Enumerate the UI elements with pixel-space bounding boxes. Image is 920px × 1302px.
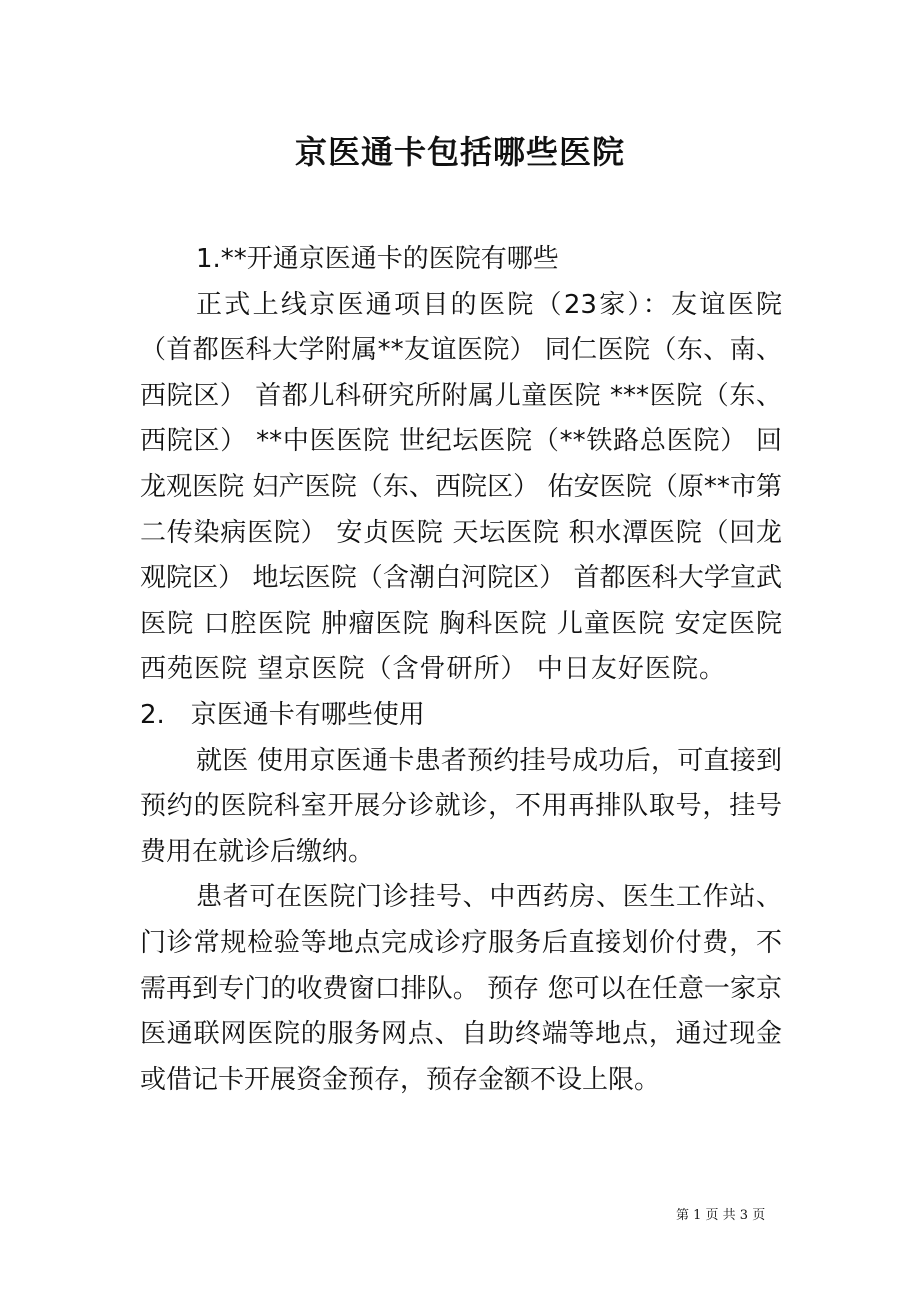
section-heading-2: 2. 京医通卡有哪些使用 <box>140 699 425 730</box>
paragraph-payment-deposit: 患者可在医院门诊挂号、中西药房、医生工作站、门诊常规检验等地点完成诊疗服务后直接划价付费，不需再到专门的收费窗口排队。 预存 您可以在任意一家京医通联网医院的服务网点、自助终端等地点，通过现金或借记卡开展资金预存，预存金额不设上限。 <box>140 882 782 1095</box>
paragraph-hospital-list <box>140 283 782 739</box>
section-heading-1: 1.**开通京医通卡的医院有哪些 <box>196 244 559 274</box>
page-number: 第 1 页 共 3 页 <box>676 1208 766 1223</box>
document-body <box>140 237 782 1103</box>
paragraph-medical-visit: 就医 使用京医通卡患者预约挂号成功后，可直接到预约的医院科室开展分诊就诊，不用再排队取号，挂号费用在就诊后缴纳。 <box>140 745 782 867</box>
document-title: 京医通卡包括哪些医院 <box>294 133 625 171</box>
hospital-list-text: 正式上线京医通项目的医院（23家）：友谊医院（首都医科大学附属**友谊医院） 同仁医院（东、南、西院区） 首都儿科研究所附属儿童医院 ***医院（东、西院区） **中医医院 世纪坛医院（**铁路总医院） 回龙观医院 妇产医院（东、西院区） 佑安医院（原**市第二传染病医院） 安贞医院 天坛医院 积水潭医院（回龙观院区） 地坛医院（含潮白河院区） 首都医科大学宣武医院 口腔医院 肿瘤医院 胸科医院 儿童医院 安定医院 西苑医院 望京医院（含骨研所） 中日友好医院。 <box>140 289 782 685</box>
